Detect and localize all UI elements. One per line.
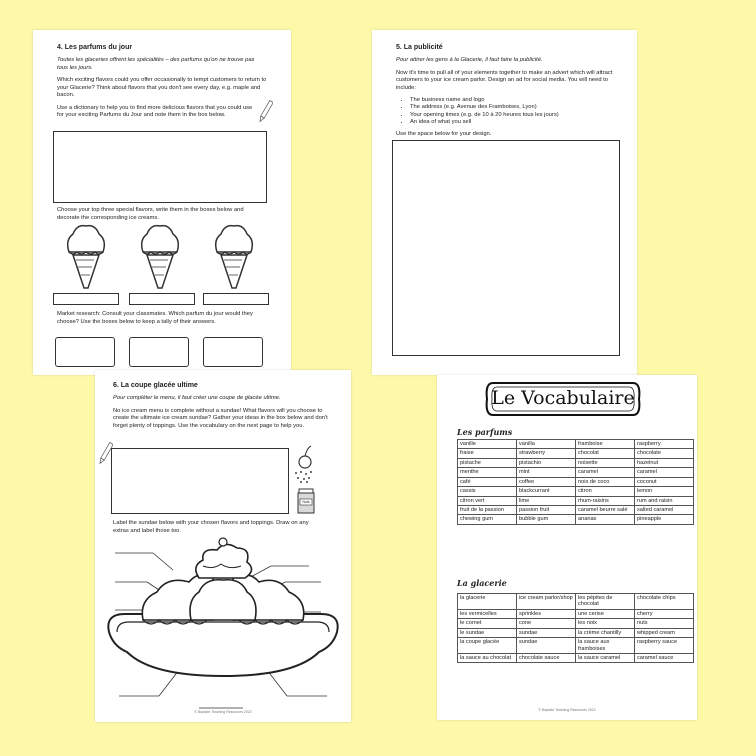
page-heading: 6. La coupe glacée ultime xyxy=(113,382,198,389)
sundae-drawing xyxy=(95,370,351,722)
copyright-footer: © Bayside Teaching Resources 2022 xyxy=(194,710,252,714)
page-title: Le Vocabulaire xyxy=(491,387,635,409)
vocabulary-page xyxy=(437,375,697,720)
worksheet-page-parfums-du-jour xyxy=(33,30,291,375)
table-cell: sundae xyxy=(517,628,576,637)
table-cell: la glacerie xyxy=(458,594,517,610)
table-cell: rum and raisin xyxy=(635,496,694,505)
table-cell: pistache xyxy=(458,458,517,467)
table-cell: la coupe glacée xyxy=(458,638,517,654)
table-cell: la sauce caramel xyxy=(576,653,635,662)
table-row xyxy=(458,487,694,496)
table-row xyxy=(458,638,694,654)
table-cell: bubble gum xyxy=(517,515,576,524)
table-cell: la sauce aux framboises xyxy=(576,638,635,654)
table-cell: whipped cream xyxy=(635,628,694,637)
flavor-name-slot[interactable] xyxy=(203,293,269,305)
table-cell: menthe xyxy=(458,468,517,477)
table-cell: caramel xyxy=(576,468,635,477)
table-row xyxy=(458,628,694,637)
instruction-text: Use a dictionary to help you to find more delicious flavors that you could use for your exciting Parfums du Jour and note them in the box below. xyxy=(57,104,253,119)
table-cell: chocolate chips xyxy=(635,594,694,610)
table-cell: ananas xyxy=(576,515,635,524)
table-cell: vanille xyxy=(458,440,517,449)
instruction-text: Now it's time to pull all of your elements together to make an advert which will attract customers to your ice cream parlor. Design an ad for social media. You will need to include: xyxy=(396,69,613,91)
table-cell: lemon xyxy=(635,487,694,496)
table-cell: cone xyxy=(517,619,576,628)
instruction-text: Which exciting flavors could you offer occasionally to tempt customers to return to your Glacerie? Think about flavors that you don't see every day, e.g. maple and bacon. xyxy=(57,77,267,99)
table-row xyxy=(458,653,694,662)
table-cell: le cornet xyxy=(458,619,517,628)
ice-cream-cone-icon xyxy=(209,220,259,290)
worksheet-page-publicite xyxy=(372,30,637,375)
table-cell: rhum-raisins xyxy=(576,496,635,505)
table-cell: sundae xyxy=(517,638,576,654)
table-row xyxy=(458,594,694,610)
table-cell: les vermicelles xyxy=(458,609,517,618)
table-row xyxy=(458,477,694,486)
section-heading: La glacerie xyxy=(457,578,507,588)
intro-text: Pour attirer les gens à la Glacerie, il faut faire la publicité. xyxy=(396,57,543,63)
section-heading: Les parfums xyxy=(457,427,513,437)
table-cell: noix de coco xyxy=(576,477,635,486)
list-item: • The business name and logo xyxy=(410,97,613,104)
table-cell: caramel xyxy=(635,468,694,477)
page-heading: 5. La publicité xyxy=(396,44,443,51)
ice-cream-cone-icon xyxy=(135,220,185,290)
table-cell: les pépites de chocolat xyxy=(576,594,635,610)
instruction-text: Choose your top three special flavors, write them in the boxes below and decorate the corresponding ice creams. xyxy=(57,207,244,221)
table-row xyxy=(458,619,694,628)
tally-box[interactable] xyxy=(203,337,263,367)
table-cell: caramel beurre salé xyxy=(576,505,635,514)
table-cell: raspberry xyxy=(635,440,694,449)
tally-box[interactable] xyxy=(129,337,189,367)
table-cell: fruit de la passion xyxy=(458,505,517,514)
instruction-text: Label the sundae below with your chosen flavors and toppings. Draw on any extras and label those too. xyxy=(113,520,309,534)
table-cell: pistachio xyxy=(517,458,576,467)
table-cell: strawberry xyxy=(517,449,576,458)
table-row xyxy=(458,496,694,505)
table-cell: la crème chantilly xyxy=(576,628,635,637)
table-cell: chocolat xyxy=(576,449,635,458)
table-row xyxy=(458,449,694,458)
jar-label: Nuts xyxy=(302,500,310,504)
table-cell: pineapple xyxy=(635,515,694,524)
table-cell: chocolate xyxy=(635,449,694,458)
requirements-list xyxy=(396,97,613,126)
table-cell: coconut xyxy=(635,477,694,486)
table-cell: citron vert xyxy=(458,496,517,505)
table-cell: blackcurrant xyxy=(517,487,576,496)
tally-box[interactable] xyxy=(55,337,115,367)
worksheet-page-coupe-glacee xyxy=(95,370,351,722)
table-cell: café xyxy=(458,477,517,486)
table-cell: chewing gum xyxy=(458,515,517,524)
flavor-name-slot[interactable] xyxy=(129,293,195,305)
copyright-footer: © Bayside Teaching Resources 2022 xyxy=(538,708,596,712)
glacerie-table xyxy=(457,593,694,663)
table-row xyxy=(458,440,694,449)
table-cell: salted caramel xyxy=(635,505,694,514)
table-cell: passion fruit xyxy=(517,505,576,514)
intro-text: Toutes les glaceries offrent les spécialités – des parfums qu'on ne trouve pas tous les jours. xyxy=(57,57,255,71)
flavor-notes-box[interactable] xyxy=(53,131,267,203)
table-cell: la sauce au chocolat xyxy=(458,653,517,662)
flavor-name-slot[interactable] xyxy=(53,293,119,305)
table-cell: sprinkles xyxy=(517,609,576,618)
intro-text: Pour compléter le menu, il faut créer une coupe de glacée ultime. xyxy=(113,395,281,401)
table-row xyxy=(458,515,694,524)
table-row xyxy=(458,458,694,467)
list-item: • Your opening times (e.g. de 10 à 20 heures tous les jours) xyxy=(410,112,613,119)
table-cell: raspberry sauce xyxy=(635,638,694,654)
table-cell: une cerise xyxy=(576,609,635,618)
table-cell: caramel sauce xyxy=(635,653,694,662)
table-row xyxy=(458,468,694,477)
table-cell: framboise xyxy=(576,440,635,449)
ice-cream-cone-icon xyxy=(61,220,111,290)
table-cell: fraise xyxy=(458,449,517,458)
table-cell: mint xyxy=(517,468,576,477)
table-row xyxy=(458,505,694,514)
table-cell: chocolate sauce xyxy=(517,653,576,662)
page-heading: 4. Les parfums du jour xyxy=(57,44,133,51)
list-item: • An idea of what you sell xyxy=(410,119,613,126)
table-cell: coffee xyxy=(517,477,576,486)
parfums-table xyxy=(457,439,694,525)
table-cell: ice cream parlor/shop xyxy=(517,594,576,610)
table-row xyxy=(458,609,694,618)
list-item: • The address (e.g. Avenue des Framboises, Lyon) xyxy=(410,104,613,111)
table-cell: le sundae xyxy=(458,628,517,637)
table-cell: hazelnut xyxy=(635,458,694,467)
advert-design-box[interactable] xyxy=(392,140,620,356)
instruction-text: Market research: Consult your classmates. Which parfum du jour would they choose? Use the boxes below to keep a tally of their answers. xyxy=(57,311,253,325)
table-cell: les noix xyxy=(576,619,635,628)
table-cell: lime xyxy=(517,496,576,505)
table-cell: cassis xyxy=(458,487,517,496)
pencil-icon xyxy=(259,98,273,124)
table-cell: cherry xyxy=(635,609,694,618)
instruction-text: Use the space below for your design. xyxy=(396,131,492,138)
table-cell: citron xyxy=(576,487,635,496)
table-cell: noisette xyxy=(576,458,635,467)
table-cell: vanilla xyxy=(517,440,576,449)
table-cell: nuts xyxy=(635,619,694,628)
instruction-text: No ice cream menu is complete without a sundae! What flavors will you choose to create the ultimate ice cream sundae? Gather your ideas in the box below and don't forget plenty of toppings. Use the vocabulary on the next page to help you. xyxy=(113,407,328,429)
